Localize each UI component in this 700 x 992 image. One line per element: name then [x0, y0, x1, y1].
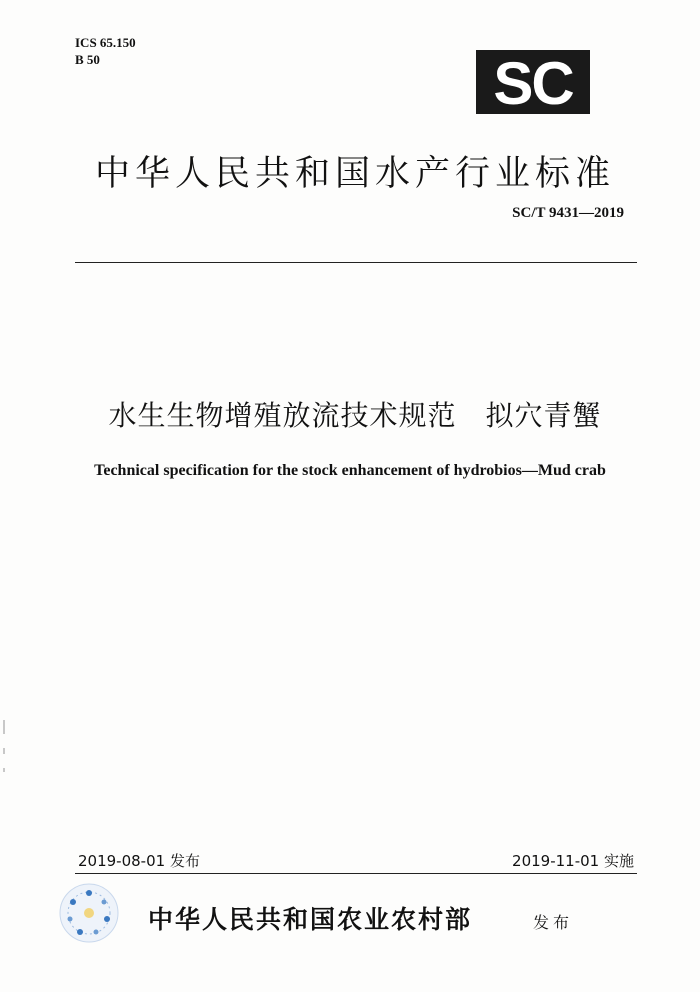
document-title-english: Technical specification for the stock enhancement of hydrobios—Mud crab	[94, 462, 606, 479]
top-divider	[75, 262, 637, 263]
scan-edge-mark	[3, 768, 5, 772]
issuer-suffix: 发布	[533, 913, 574, 932]
seal-icon	[58, 882, 120, 944]
classification-block	[75, 34, 136, 68]
svg-text:SC: SC	[493, 50, 573, 114]
standard-number: SC/T 9431—2019	[512, 205, 624, 221]
ccs-code: B 50	[75, 52, 100, 67]
standard-category-title: 中华人民共和国水产行业标准	[94, 154, 615, 194]
sc-logo-icon	[476, 50, 590, 114]
issuer-name: 中华人民共和国农业农村部	[148, 905, 473, 934]
ics-code: ICS 65.150	[75, 35, 136, 50]
scan-edge-mark	[3, 720, 5, 734]
issue-date: 2019-08-01 发布	[78, 852, 200, 870]
scan-edge-mark	[3, 748, 5, 754]
bottom-divider	[75, 873, 637, 874]
implementation-date: 2019-11-01 实施	[512, 852, 634, 870]
document-title-chinese: 水生生物增殖放流技术规范 拟穴青蟹	[108, 399, 602, 432]
